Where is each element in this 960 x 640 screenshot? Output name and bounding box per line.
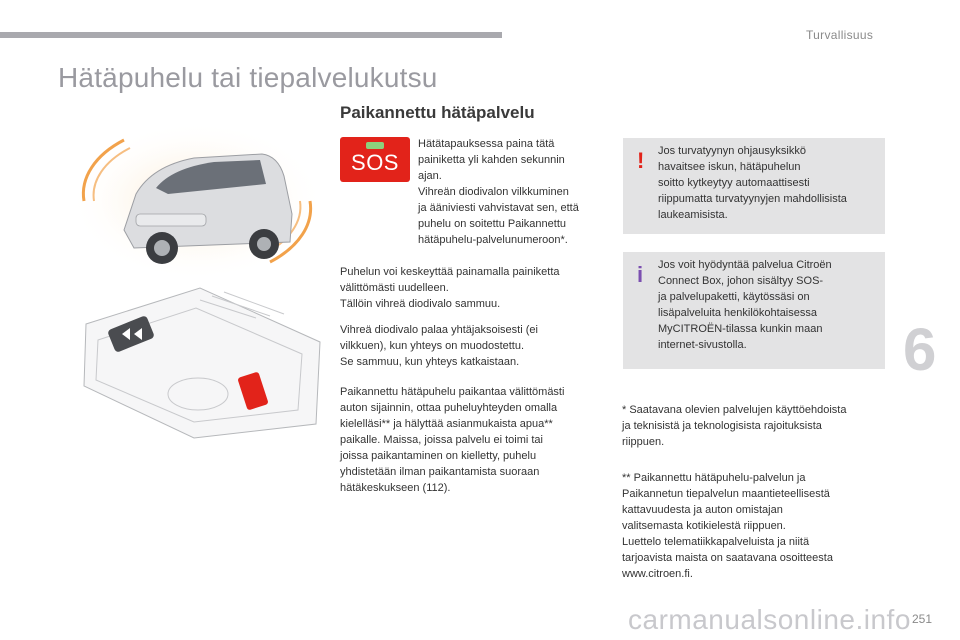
warning-exclamation-icon: ! bbox=[637, 148, 645, 173]
chapter-number: 6 bbox=[903, 316, 937, 383]
section-label: Turvallisuus bbox=[806, 28, 874, 42]
sos-button bbox=[340, 137, 410, 182]
footnote-single-asterisk: * Saatavana olevien palvelujen käyttöehdoista ja teknisistä ja teknologisista rajoituksista riippuen. bbox=[622, 404, 847, 448]
sos-description: Hätätapauksessa paina tätä painiketta yli kahden sekunnin ajan. Vihreän diodivalon vilkkuminen ja ääniviesti vahvistavat sen, että puhelu on soitettu Paikannettu hätäpuhelu-palvelunumeroon*. bbox=[418, 138, 579, 246]
info-text: Jos voit hyödyntää palvelua Citroën Connect Box, johon sisältyy SOS- ja palvelupaketti, käytössäsi on lisäpalveluita henkilökohtaisessa MyCITROËN-tilassa kunkin maan internet-sivustolla. bbox=[658, 259, 832, 351]
paragraph-led-status: Vihreä diodivalo palaa yhtäjaksoisesti (ei vilkkuen), kun yhteys on muodostettu. Se sammuu, kun yhteys katkaistaan. bbox=[340, 324, 538, 368]
header-bar bbox=[0, 32, 502, 38]
section-subtitle: Paikannettu hätäpalvelu bbox=[340, 103, 535, 122]
info-icon: i bbox=[637, 262, 644, 287]
green-led-indicator bbox=[366, 142, 384, 149]
roof-console-illustration-icon bbox=[80, 282, 326, 440]
paragraph-cancel-call: Puhelun voi keskeyttää painamalla painiketta välittömästi uudelleen. Tällöin vihreä diodivalo sammuu. bbox=[340, 266, 560, 310]
car-illustration-icon bbox=[64, 118, 330, 284]
page-number: 251 bbox=[912, 612, 933, 626]
paragraph-localization: Paikannettu hätäpuhelu paikantaa välittömästi auton sijainnin, ottaa puheluyhteyden omalla kielelläsi** ja hälyttää asianmukaista apua** paikalle. Maissa, joissa palvelu ei toimi tai joissa paikantaminen on kielletty, puhelu yhdistetään ilman paikantamista suoraan hätäkeskukseen (112). bbox=[340, 386, 565, 494]
info-note bbox=[623, 252, 885, 369]
warning-text: Jos turvatyynyn ohjausyksikkö havaitsee iskun, hätäpuhelun soitto kytkeytyy automaattisesti riippumatta turvatyynyjen mahdollisista laukeamisista. bbox=[658, 145, 847, 221]
page-title: Hätäpuhelu tai tiepalvelukutsu bbox=[58, 62, 438, 93]
sos-button-label: SOS bbox=[351, 150, 399, 175]
warning-note bbox=[623, 138, 885, 234]
footnote-double-asterisk: ** Paikannettu hätäpuhelu-palvelun ja Paikannetun tiepalvelun maantieteellisestä kattavuudesta ja auton omistajan valitsemasta kotikielestä riippuen. Luettelo telematiikkapalveluista ja niitä tarjoavista maista on saatavana osoitteesta www.citroen.fi. bbox=[622, 472, 833, 580]
watermark: carmanualsonline.info bbox=[628, 604, 911, 635]
